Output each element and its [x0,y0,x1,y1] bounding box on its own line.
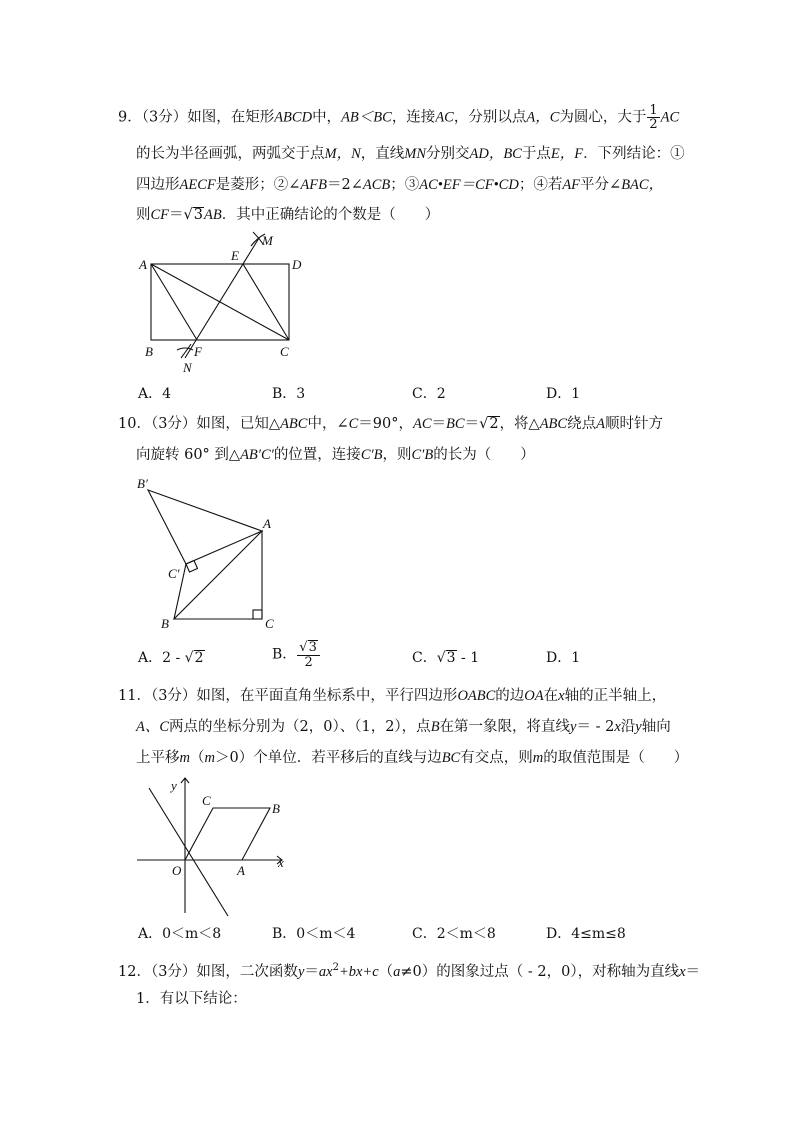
label-b: B [161,616,169,631]
q10-line-1: 10．（3分）如图，已知△ABC中，∠C＝90°，AC＝BC＝√2，将△ABC绕点A顺时针方 [118,416,663,432]
q9-choice-d[interactable]: D．1 [546,386,581,402]
label-a: A [139,257,147,272]
label-m: M [262,233,273,248]
triangle-abc [174,531,262,619]
q11-choice-b[interactable]: B．0＜m＜4 [272,926,356,942]
label-n: N [183,360,192,375]
q10-choice-a[interactable]: A．2 - √2 [138,650,204,666]
q10-choice-d[interactable]: D．1 [546,650,581,666]
label-c: C [280,344,289,359]
q10-line-2: 向旋转 60° 到△AB′C′的位置，连接C′B，则C′B的长为（ ） [136,447,535,463]
triangle-ab-prime-c-prime [148,490,262,564]
label-c: C [265,616,274,631]
label-a: A [237,863,245,878]
line-y-neg2x [149,788,228,916]
q11-choice-d[interactable]: D．4≤m≤8 [546,926,626,942]
label-b: B [272,801,280,816]
q11-figure-coordinate [132,768,292,918]
right-angle-c [253,610,262,619]
q9-line-1: 9．（3分）如图，在矩形ABCD中，AB＜BC，连接AC，分别以点A，C为圆心，大于 $\frac{1}{2}$ AC [118,103,680,132]
q10-choice-c[interactable]: C．√3 - 1 [412,650,480,666]
label-b-prime: B′ [137,476,148,491]
label-x: x [278,855,284,870]
label-a: A [263,516,271,531]
q9-choice-b[interactable]: B．3 [272,386,306,402]
label-e: E [231,248,239,263]
q9-choice-a[interactable]: A．4 [138,386,172,402]
label-b: B [145,344,153,359]
label-f: F [194,344,202,359]
q9-line-3: 四边形AECF是菱形；②∠AFB＝2∠ACB；③AC•EF＝CF•CD；④若AF平分∠BAC， [136,177,664,193]
q11-line-3: 上平移m（m＞0）个单位．若平移后的直线与边BC有交点，则m的取值范围是（ ） [136,750,689,766]
q10-figure-rotation [130,472,280,634]
q11-choice-a[interactable]: A．0＜m＜8 [138,926,222,942]
fraction-one-half: $\frac{1}{2}$ [649,103,658,132]
label-c-prime: C′ [168,566,180,581]
parallelogram-oabc [185,808,270,860]
label-d: D [292,257,302,272]
q9-figure-rectangle [135,228,315,378]
q12-line-2: 1．有以下结论： [136,991,247,1007]
q11-line-1: 11．（3分）如图，在平面直角坐标系中，平行四边形OABC的边OA在x轴的正半轴上， [118,688,667,704]
q9-choice-c[interactable]: C．2 [412,386,446,402]
q11-choice-c[interactable]: C．2＜m＜8 [412,926,496,942]
label-c: C [202,793,211,808]
q9-line-4: 则CF＝√3AB．其中正确结论的个数是（ ） [136,207,440,223]
segment-af [151,264,197,340]
right-angle-c-prime [186,561,198,573]
segment-ec [243,264,289,340]
q10-choice-b[interactable]: B． $\frac{√3}{2}$ [272,640,321,669]
q11-line-2: A、C两点的坐标分别为（2，0）、（1，2），点B在第一象限，将直线y＝ - 2x沿y轴向 [136,719,671,735]
q9-line-2: 的长为半径画弧，两弧交于点M，N，直线MN分别交AD，BC于点E，F．下列结论：① [136,146,685,162]
label-o: O [172,863,182,878]
label-y: y [171,778,177,793]
q12-line-1: 12．（3分）如图，二次函数$y=ax^2+bx+c(a\ne 0)$的图象过点（ - 2，0），对称轴为直线x＝ [118,962,701,980]
